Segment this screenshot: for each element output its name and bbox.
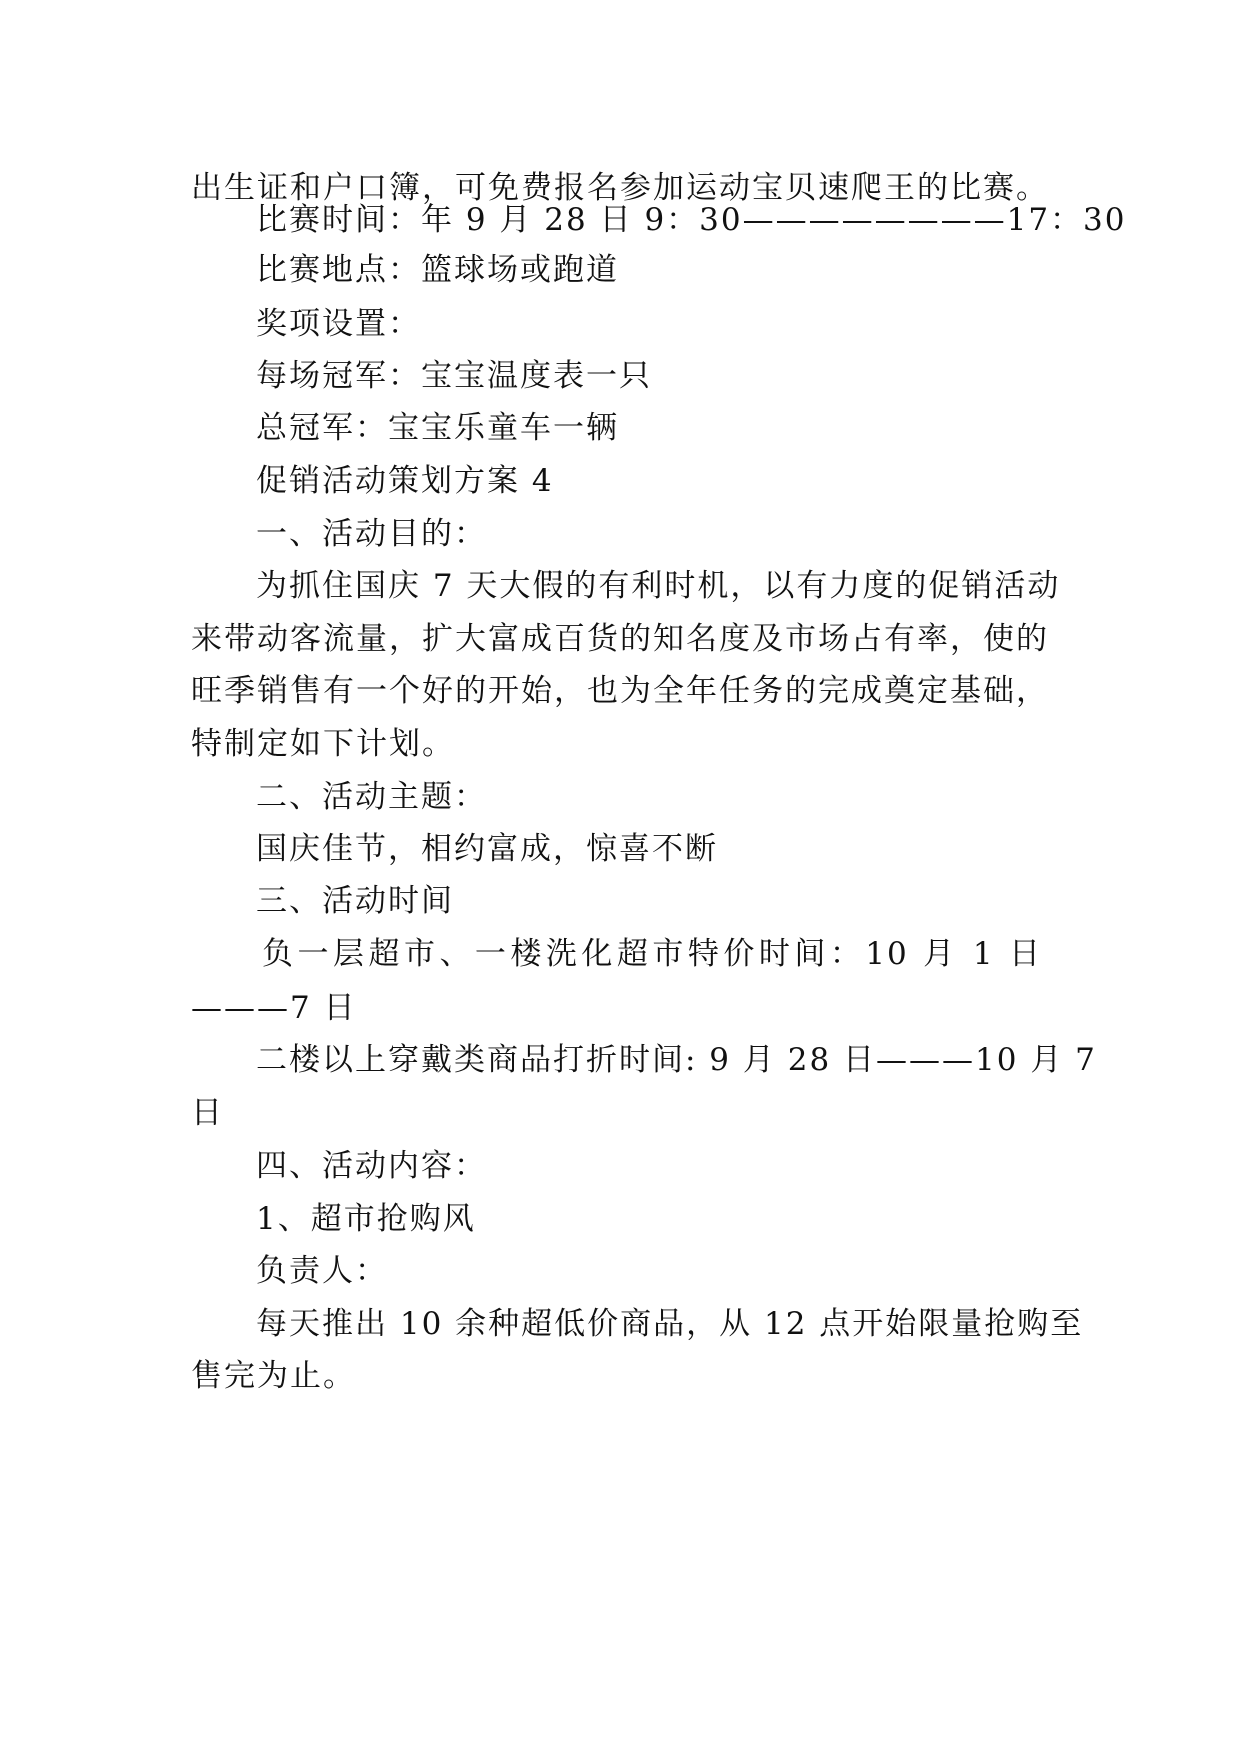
text-line: 总冠军：宝宝乐童车一辆 [256,410,619,446]
section-heading: 一、活动目的： [256,516,487,552]
text-line: ———7 日 [191,990,357,1026]
text-line: 每天推出 10 余种超低价商品，从 12 点开始限量抢购至 [256,1306,1084,1342]
text-line: 奖项设置： [256,306,421,342]
text-line: 售完为止。 [191,1358,356,1394]
subsection-heading: 1、超市抢购风 [256,1201,476,1237]
text-line: 每场冠军：宝宝温度表一只 [256,358,652,394]
text-line: 负一层超市、一楼洗化超市特价时间：10 月 1 日 [262,936,1042,972]
text-line: 负责人： [256,1253,388,1289]
text-line: 二楼以上穿戴类商品打折时间: 9 月 28 日———10 月 7 [256,1042,1097,1078]
text-line: 比赛时间：年 9 月 28 日 9：30————————17：30 [256,202,1127,238]
section-heading: 四、活动内容： [256,1148,487,1184]
text-line: 国庆佳节，相约富成，惊喜不断 [256,831,718,867]
section-title: 促销活动策划方案 4 [256,463,554,499]
text-line: 来带动客流量，扩大富成百货的知名度及市场占有率，使的 [191,621,1049,657]
text-line: 旺季销售有一个好的开始，也为全年任务的完成奠定基础， [191,673,1049,709]
text-line: 比赛地点：篮球场或跑道 [256,252,619,288]
text-line: 为抓住国庆 7 天大假的有利时机，以有力度的促销活动 [256,568,1061,604]
text-line: 出生证和户口簿，可免费报名参加运动宝贝速爬王的比赛。 [191,170,1049,206]
text-line: 特制定如下计划。 [191,726,455,762]
section-heading: 二、活动主题： [256,779,487,815]
text-line: 日 [191,1095,224,1131]
section-heading: 三、活动时间 [256,883,454,919]
